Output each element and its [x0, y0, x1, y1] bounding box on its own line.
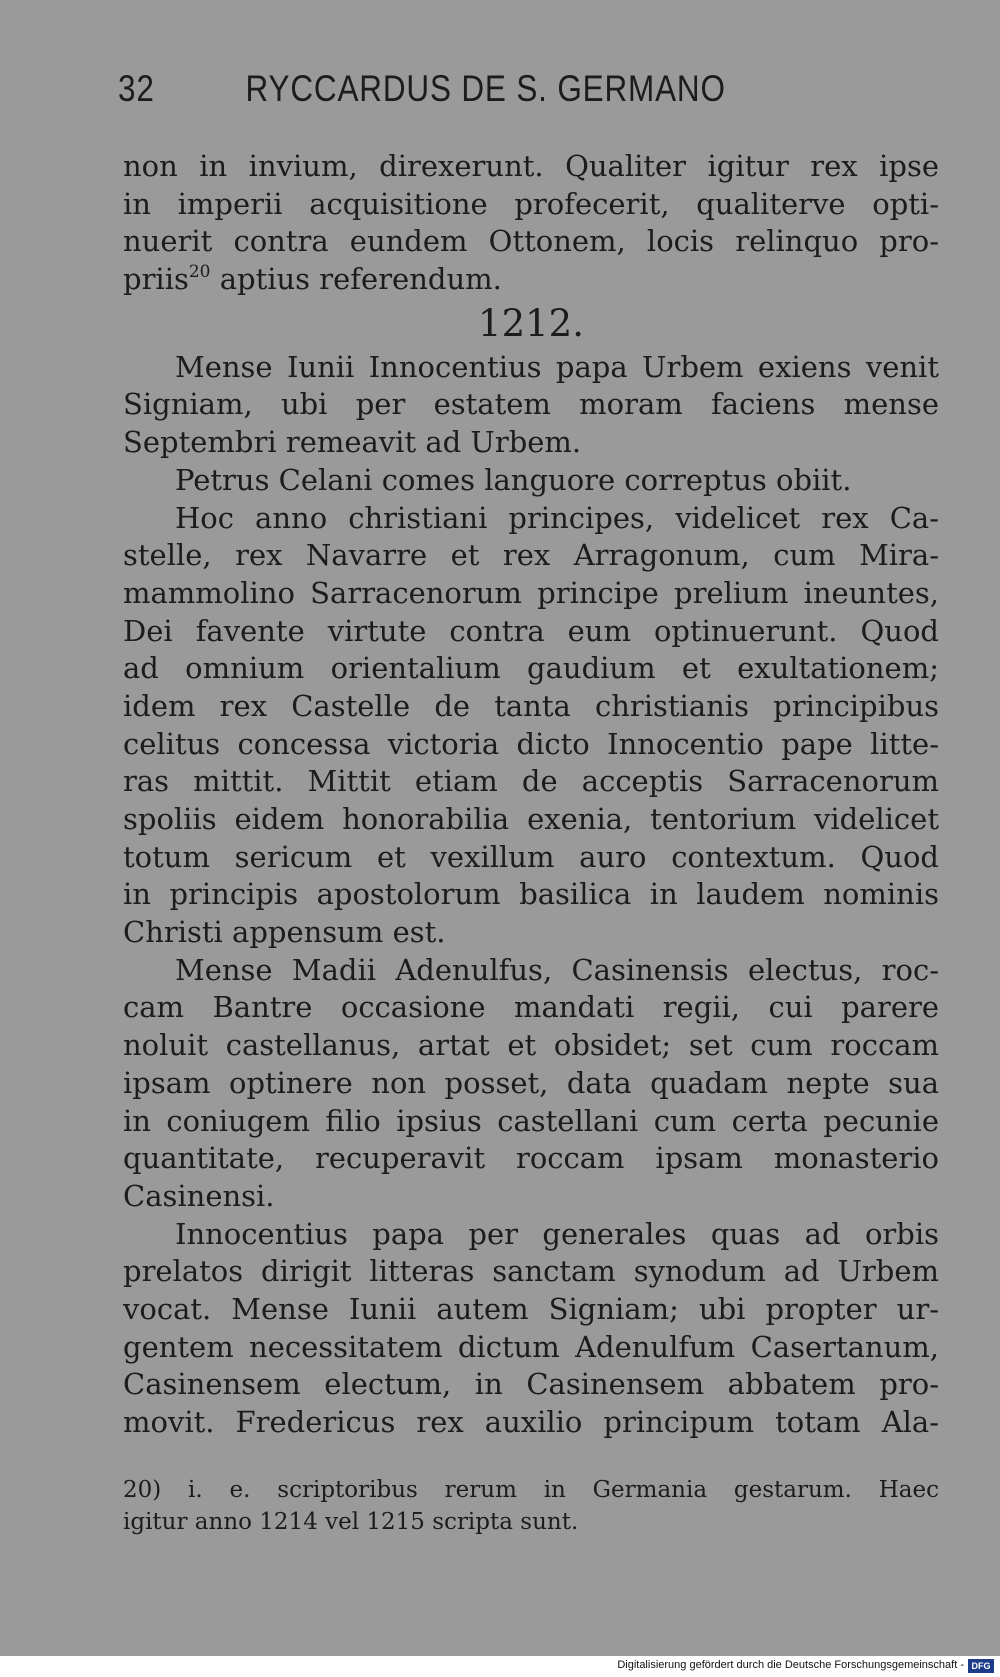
text-line: stelle, rex Navarre et rex Arragonum, cum Mira-	[123, 538, 939, 573]
text-line: Casinensi.	[123, 1178, 275, 1213]
text-line: celitus concessa victoria dicto Innocentio pape litte-	[123, 726, 939, 761]
text-line	[123, 261, 939, 299]
text-line: Innocentius papa per generales quas ad orbis	[175, 1216, 939, 1251]
footnote	[123, 1474, 939, 1538]
text-line: Hoc anno christiani principes, videlicet rex Ca-	[175, 500, 939, 535]
text-line: ras mittit. Mittit etiam de acceptis Sarracenorum	[123, 764, 939, 799]
running-head	[118, 68, 815, 110]
text-line: vocat. Mense Iunii autem Signiam; ubi propter ur-	[123, 1291, 939, 1326]
page-number: 32	[118, 68, 155, 109]
text-line: Petrus Celani comes languore correptus obiit.	[175, 462, 852, 497]
main-text	[123, 148, 939, 1442]
text-line: ad omnium orientalium gaudium et exultationem;	[123, 651, 939, 686]
text-fragment: priis	[123, 262, 189, 297]
footer-credit-text: Digitalisierung gefördert durch die Deutsche Forschungsgemeinschaft -	[617, 1659, 964, 1671]
footnote-line: 20) i. e. scriptoribus rerum in Germania gestarum. Haec	[123, 1477, 939, 1503]
dfg-logo: DFG	[968, 1659, 994, 1673]
text-line: Mense Iunii Innocentius papa Urbem exiens venit	[175, 349, 939, 384]
text-line: non in invium, direxerunt. Qualiter igitur rex ipse	[123, 149, 939, 183]
text-line: Septembri remeavit ad Urbem.	[123, 425, 582, 460]
year-heading: 1212.	[478, 301, 584, 345]
text-line: Casinensem electum, in Casinensem abbatem pro-	[123, 1367, 939, 1402]
text-line: idem rex Castelle de tanta christianis principibus	[123, 688, 939, 723]
footnote-reference: 20	[188, 262, 211, 283]
text-line: ipsam optinere non posset, data quadam nepte sua	[123, 1065, 939, 1100]
text-line: in principis apostolorum basilica in laudem nominis	[123, 877, 939, 912]
text-line: totum sericum et vexillum auro contextum. Quod	[123, 839, 939, 874]
text-line: movit. Fredericus rex auxilio principum totam Ala-	[123, 1405, 939, 1439]
text-line: in coniugem filio ipsius castellani cum certa pecunie	[123, 1103, 939, 1138]
text-line: in imperii acquisitione profecerit, qualiterve opti-	[123, 186, 939, 221]
footnote-line: igitur anno 1214 vel 1215 scripta sunt.	[123, 1509, 579, 1535]
text-line: Dei favente virtute contra eum optinuerunt. Quod	[123, 613, 939, 648]
digitization-footer	[0, 1656, 1000, 1677]
text-line: cam Bantre occasione mandati regii, cui parere	[123, 990, 939, 1025]
text-line: noluit castellanus, artat et obsidet; set cum roccam	[123, 1028, 939, 1063]
text-line: spoliis eidem honorabilia exenia, tentorium videlicet	[123, 802, 939, 836]
text-line: quantitate, recuperavit roccam ipsam monasterio	[123, 1141, 939, 1176]
text-line: Signiam, ubi per estatem moram faciens mense	[123, 387, 939, 422]
text-line: mammolino Sarracenorum principe prelium ineuntes,	[123, 575, 939, 610]
text-line: prelatos dirigit litteras sanctam synodum ad Urbem	[123, 1254, 939, 1289]
header-title: RYCCARDUS DE S. GERMANO	[245, 68, 726, 109]
text-line: nuerit contra eundem Ottonem, locis relinquo pro-	[123, 224, 939, 259]
text-line: Mense Madii Adenulfus, Casinensis electus, roc-	[175, 952, 939, 987]
text-line: gentem necessitatem dictum Adenulfum Casertanum,	[123, 1329, 939, 1364]
text-line: Christi appensum est.	[123, 915, 446, 950]
text-fragment: aptius referendum.	[219, 262, 502, 297]
